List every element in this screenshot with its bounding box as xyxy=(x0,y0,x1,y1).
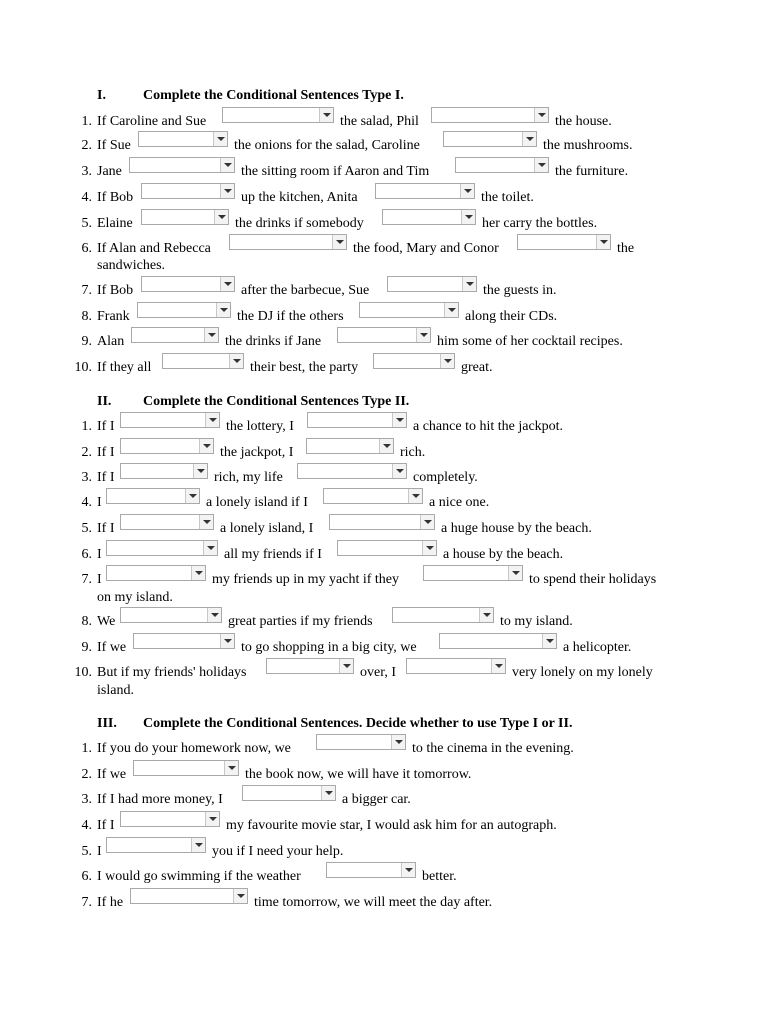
answer-dropdown[interactable] xyxy=(138,131,228,147)
exercise-item xyxy=(0,640,768,662)
answer-dropdown[interactable] xyxy=(455,157,549,173)
sentence-fragment: completely. xyxy=(413,470,478,485)
chevron-down-icon[interactable] xyxy=(508,566,522,580)
answer-dropdown[interactable] xyxy=(222,107,334,123)
chevron-down-icon[interactable] xyxy=(440,354,454,368)
chevron-down-icon[interactable] xyxy=(193,464,207,478)
chevron-down-icon[interactable] xyxy=(199,515,213,529)
sentence-fragment: If I xyxy=(97,470,115,485)
chevron-down-icon[interactable] xyxy=(229,354,243,368)
sentence-fragment: to my island. xyxy=(500,614,573,629)
chevron-down-icon[interactable] xyxy=(213,132,227,146)
chevron-down-icon[interactable] xyxy=(205,413,219,427)
sentence-fragment: a house by the beach. xyxy=(443,547,564,562)
sentence-fragment: the toilet. xyxy=(481,190,534,205)
chevron-down-icon[interactable] xyxy=(460,184,474,198)
chevron-down-icon[interactable] xyxy=(379,439,393,453)
sentence-fragment: the book now, we will have it tomorrow. xyxy=(245,767,472,782)
answer-dropdown[interactable] xyxy=(141,183,235,199)
chevron-down-icon[interactable] xyxy=(207,608,221,622)
sentence-fragment: I xyxy=(97,844,102,859)
chevron-down-icon[interactable] xyxy=(416,328,430,342)
sentence-fragment: the house. xyxy=(555,114,612,129)
chevron-down-icon[interactable] xyxy=(339,659,353,673)
item-number: 6. xyxy=(81,547,92,562)
sentence-fragment: over, I xyxy=(360,665,396,680)
chevron-down-icon[interactable] xyxy=(204,328,218,342)
answer-dropdown[interactable] xyxy=(229,234,347,250)
item-number: 3. xyxy=(81,792,92,807)
sentence-fragment: the mushrooms. xyxy=(543,138,633,153)
sentence-fragment: If Bob xyxy=(97,283,134,298)
sentence-fragment: the drinks if somebody xyxy=(235,216,364,231)
answer-dropdown[interactable] xyxy=(337,327,431,343)
answer-dropdown[interactable] xyxy=(375,183,475,199)
section-title: Complete the Conditional Sentences Type I. xyxy=(143,88,404,103)
sentence-continuation: island. xyxy=(97,683,134,698)
chevron-down-icon[interactable] xyxy=(203,541,217,555)
item-number: 4. xyxy=(81,190,92,205)
sentence-fragment: a helicopter. xyxy=(563,640,632,655)
section-numeral: III. xyxy=(97,716,117,731)
item-number: 6. xyxy=(81,241,92,256)
sentence-fragment: Elaine xyxy=(97,216,133,231)
chevron-down-icon[interactable] xyxy=(391,735,405,749)
chevron-down-icon[interactable] xyxy=(420,515,434,529)
chevron-down-icon[interactable] xyxy=(216,303,230,317)
answer-dropdown[interactable] xyxy=(129,157,235,173)
sentence-fragment: the furniture. xyxy=(555,164,629,179)
sentence-fragment: the sitting room if Aaron and Tim xyxy=(241,164,430,179)
sentence-fragment: If I had more money, I xyxy=(97,792,223,807)
exercise-item xyxy=(0,741,768,763)
sentence-fragment: If they all xyxy=(97,360,152,375)
item-number: 1. xyxy=(81,114,92,129)
sentence-fragment: the jackpot, I xyxy=(220,445,294,460)
answer-dropdown[interactable] xyxy=(106,837,206,853)
answer-dropdown[interactable] xyxy=(120,811,220,827)
answer-dropdown[interactable] xyxy=(439,633,557,649)
sentence-fragment: the onions for the salad, Caroline xyxy=(234,138,420,153)
answer-dropdown[interactable] xyxy=(387,276,477,292)
sentence-fragment: rich, my life xyxy=(214,470,283,485)
sentence-fragment: If we xyxy=(97,640,127,655)
answer-dropdown[interactable] xyxy=(133,633,235,649)
sentence-fragment: If I xyxy=(97,419,115,434)
answer-dropdown[interactable] xyxy=(329,514,435,530)
sentence-fragment: If I xyxy=(97,818,115,833)
sentence-fragment: time tomorrow, we will meet the day after. xyxy=(254,895,493,910)
answer-dropdown[interactable] xyxy=(106,488,200,504)
answer-dropdown[interactable] xyxy=(382,209,476,225)
answer-dropdown[interactable] xyxy=(307,412,407,428)
section-title: Complete the Conditional Sentences. Decide whether to use Type I or II. xyxy=(143,716,573,731)
sentence-fragment: a lonely island, I xyxy=(220,521,314,536)
exercise-item xyxy=(0,792,768,814)
chevron-down-icon[interactable] xyxy=(220,184,234,198)
sentence-fragment: their best, the party xyxy=(250,360,359,375)
sentence-fragment: Alan xyxy=(97,334,125,349)
sentence-fragment: better. xyxy=(422,869,457,884)
sentence-fragment: Frank xyxy=(97,309,130,324)
chevron-down-icon[interactable] xyxy=(392,413,406,427)
answer-dropdown[interactable] xyxy=(406,658,506,674)
section-heading xyxy=(0,88,768,110)
sentence-fragment: up the kitchen, Anita xyxy=(241,190,358,205)
answer-dropdown[interactable] xyxy=(131,327,219,343)
item-number: 4. xyxy=(81,818,92,833)
answer-dropdown[interactable] xyxy=(141,209,229,225)
sentence-fragment: I would go swimming if the weather xyxy=(97,869,301,884)
sentence-fragment: If Caroline and Sue xyxy=(97,114,207,129)
item-number: 3. xyxy=(81,470,92,485)
section-title: Complete the Conditional Sentences Type II. xyxy=(143,394,410,409)
answer-dropdown[interactable] xyxy=(431,107,549,123)
answer-dropdown[interactable] xyxy=(326,862,416,878)
answer-dropdown[interactable] xyxy=(266,658,354,674)
chevron-down-icon[interactable] xyxy=(233,889,247,903)
item-number: 5. xyxy=(81,521,92,536)
sentence-fragment: If he xyxy=(97,895,124,910)
sentence-fragment: my friends up in my yacht if they xyxy=(212,572,400,587)
sentence-continuation: sandwiches. xyxy=(97,258,166,273)
exercise-item xyxy=(0,114,768,136)
exercise-item xyxy=(0,360,768,382)
exercise-item xyxy=(0,138,768,160)
answer-dropdown[interactable] xyxy=(323,488,423,504)
item-number: 4. xyxy=(81,495,92,510)
sentence-fragment: great parties if my friends xyxy=(228,614,373,629)
sentence-fragment: along their CDs. xyxy=(465,309,558,324)
answer-dropdown[interactable] xyxy=(297,463,407,479)
item-number: 1. xyxy=(81,741,92,756)
answer-dropdown[interactable] xyxy=(306,438,394,454)
sentence-fragment: after the barbecue, Sue xyxy=(241,283,370,298)
item-number: 9. xyxy=(81,334,92,349)
chevron-down-icon[interactable] xyxy=(534,108,548,122)
sentence-fragment: If I xyxy=(97,445,115,460)
chevron-down-icon[interactable] xyxy=(185,489,199,503)
chevron-down-icon[interactable] xyxy=(462,277,476,291)
answer-dropdown[interactable] xyxy=(120,514,214,530)
sentence-fragment: to go shopping in a big city, we xyxy=(241,640,417,655)
answer-dropdown[interactable] xyxy=(120,412,220,428)
item-number: 10. xyxy=(74,665,92,680)
sentence-fragment: him some of her cocktail recipes. xyxy=(437,334,623,349)
chevron-down-icon[interactable] xyxy=(321,786,335,800)
sentence-fragment: a chance to hit the jackpot. xyxy=(413,419,564,434)
sentence-fragment: the salad, Phil xyxy=(340,114,419,129)
sentence-fragment: But if my friends' holidays xyxy=(97,665,247,680)
chevron-down-icon[interactable] xyxy=(205,812,219,826)
chevron-down-icon[interactable] xyxy=(522,132,536,146)
sentence-fragment: the drinks if Jane xyxy=(225,334,322,349)
item-number: 8. xyxy=(81,614,92,629)
sentence-fragment: a nice one. xyxy=(429,495,490,510)
sentence-fragment: I xyxy=(97,572,102,587)
sentence-fragment: very lonely on my lonely xyxy=(512,665,653,680)
answer-dropdown[interactable] xyxy=(120,438,214,454)
chevron-down-icon[interactable] xyxy=(392,464,406,478)
sentence-fragment: If we xyxy=(97,767,127,782)
answer-dropdown[interactable] xyxy=(373,353,455,369)
answer-dropdown[interactable] xyxy=(130,888,248,904)
chevron-down-icon[interactable] xyxy=(596,235,610,249)
answer-dropdown[interactable] xyxy=(162,353,244,369)
chevron-down-icon[interactable] xyxy=(491,659,505,673)
section-numeral: II. xyxy=(97,394,112,409)
item-number: 7. xyxy=(81,572,92,587)
sentence-fragment: the xyxy=(617,241,635,256)
chevron-down-icon[interactable] xyxy=(401,863,415,877)
sentence-fragment: rich. xyxy=(400,445,426,460)
chevron-down-icon[interactable] xyxy=(191,838,205,852)
sentence-fragment: the DJ if the others xyxy=(237,309,344,324)
item-number: 5. xyxy=(81,216,92,231)
sentence-fragment: a huge house by the beach. xyxy=(441,521,592,536)
sentence-continuation: on my island. xyxy=(97,590,173,605)
chevron-down-icon[interactable] xyxy=(408,489,422,503)
sentence-fragment: I xyxy=(97,547,102,562)
chevron-down-icon[interactable] xyxy=(332,235,346,249)
sentence-fragment: If Alan and Rebecca xyxy=(97,241,211,256)
sentence-fragment: you if I need your help. xyxy=(212,844,344,859)
answer-dropdown[interactable] xyxy=(242,785,336,801)
item-number: 2. xyxy=(81,445,92,460)
sentence-fragment: We xyxy=(97,614,116,629)
item-number: 5. xyxy=(81,844,92,859)
sentence-fragment: If I xyxy=(97,521,115,536)
item-number: 2. xyxy=(81,767,92,782)
item-number: 9. xyxy=(81,640,92,655)
exercise-item xyxy=(0,869,768,891)
answer-dropdown[interactable] xyxy=(120,607,222,623)
item-number: 6. xyxy=(81,869,92,884)
chevron-down-icon[interactable] xyxy=(199,439,213,453)
sentence-fragment: to the cinema in the evening. xyxy=(412,741,574,756)
item-number: 7. xyxy=(81,895,92,910)
answer-dropdown[interactable] xyxy=(120,463,208,479)
sentence-fragment: Jane xyxy=(97,164,122,179)
answer-dropdown[interactable] xyxy=(443,131,537,147)
chevron-down-icon[interactable] xyxy=(422,541,436,555)
chevron-down-icon[interactable] xyxy=(319,108,333,122)
sentence-fragment: her carry the bottles. xyxy=(482,216,598,231)
answer-dropdown[interactable] xyxy=(106,540,218,556)
sentence-fragment: the food, Mary and Conor xyxy=(353,241,499,256)
chevron-down-icon[interactable] xyxy=(534,158,548,172)
item-number: 3. xyxy=(81,164,92,179)
sentence-fragment: all my friends if I xyxy=(224,547,322,562)
answer-dropdown[interactable] xyxy=(133,760,239,776)
answer-dropdown[interactable] xyxy=(392,607,494,623)
sentence-fragment: If you do your homework now, we xyxy=(97,741,291,756)
sentence-fragment: I xyxy=(97,495,102,510)
section-numeral: I. xyxy=(97,88,106,103)
chevron-down-icon[interactable] xyxy=(461,210,475,224)
chevron-down-icon[interactable] xyxy=(220,634,234,648)
chevron-down-icon[interactable] xyxy=(444,303,458,317)
sentence-fragment: If Sue xyxy=(97,138,131,153)
item-number: 10. xyxy=(74,360,92,375)
sentence-fragment: my favourite movie star, I would ask him for an autograph. xyxy=(226,818,557,833)
exercise-item xyxy=(0,614,768,636)
sentence-fragment: the lottery, I xyxy=(226,419,294,434)
sentence-fragment: great. xyxy=(461,360,493,375)
item-number: 7. xyxy=(81,283,92,298)
exercise-item xyxy=(0,216,768,238)
answer-dropdown[interactable] xyxy=(337,540,437,556)
sentence-fragment: a lonely island if I xyxy=(206,495,308,510)
chevron-down-icon[interactable] xyxy=(214,210,228,224)
sentence-fragment: to spend their holidays xyxy=(529,572,657,587)
answer-dropdown[interactable] xyxy=(141,276,235,292)
chevron-down-icon[interactable] xyxy=(479,608,493,622)
chevron-down-icon[interactable] xyxy=(542,634,556,648)
answer-dropdown[interactable] xyxy=(106,565,206,581)
answer-dropdown[interactable] xyxy=(359,302,459,318)
exercise-item xyxy=(0,767,768,789)
sentence-fragment: the guests in. xyxy=(483,283,557,298)
answer-dropdown[interactable] xyxy=(137,302,231,318)
exercise-item xyxy=(0,895,768,917)
answer-dropdown[interactable] xyxy=(517,234,611,250)
chevron-down-icon[interactable] xyxy=(191,566,205,580)
item-number: 2. xyxy=(81,138,92,153)
answer-dropdown[interactable] xyxy=(423,565,523,581)
chevron-down-icon[interactable] xyxy=(220,277,234,291)
item-number: 1. xyxy=(81,419,92,434)
chevron-down-icon[interactable] xyxy=(224,761,238,775)
answer-dropdown[interactable] xyxy=(316,734,406,750)
sentence-fragment: a bigger car. xyxy=(342,792,411,807)
item-number: 8. xyxy=(81,309,92,324)
chevron-down-icon[interactable] xyxy=(220,158,234,172)
sentence-fragment: If Bob xyxy=(97,190,134,205)
